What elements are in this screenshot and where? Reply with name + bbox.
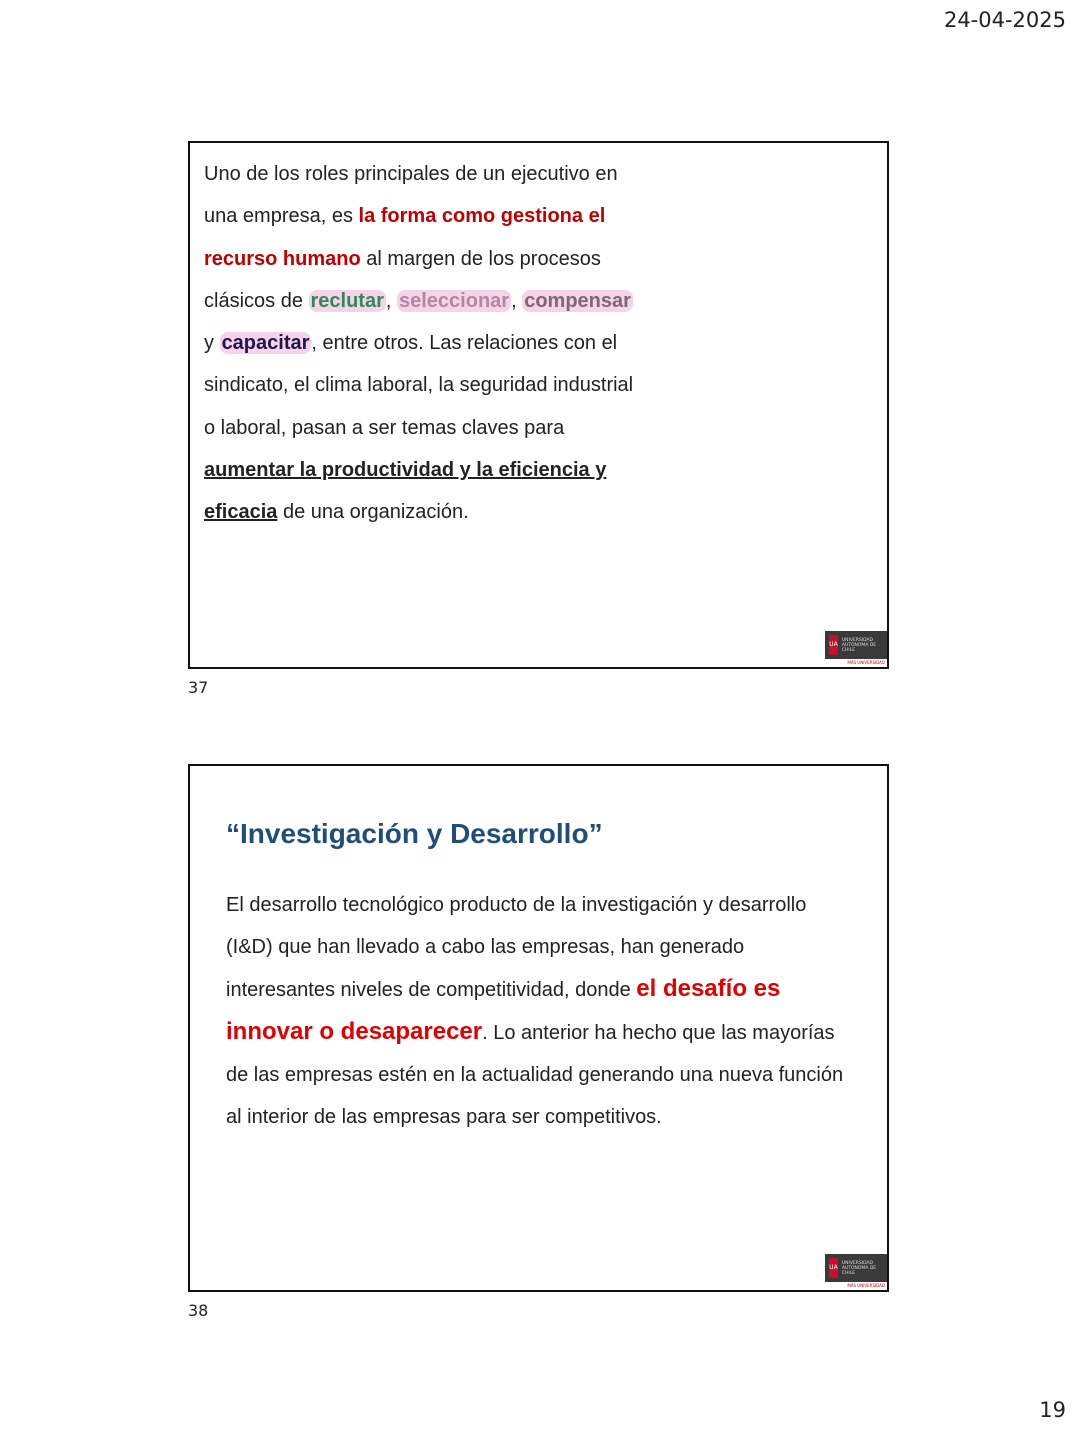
- highlight-reclutar: reclutar: [310, 289, 384, 312]
- highlight-text: el desafío es innovar o desaparecer: [226, 975, 781, 1045]
- shield-icon: UA: [829, 635, 838, 655]
- text: . Lo anterior ha hecho que las mayorías de las empresas estén en la actualidad generando una nueva función al interior de las empresas para ser competitivos.: [226, 1022, 844, 1128]
- slide-37: [188, 141, 889, 669]
- logo-name: UNIVERSIDAD AUTÓNOMA DE CHILE: [841, 1260, 877, 1276]
- slide-38: [188, 764, 889, 1292]
- highlight-text: la forma como gestiona el recurso humano: [204, 205, 606, 270]
- text: Uno de los roles principales de un ejecutivo en una empresa, es: [204, 163, 618, 228]
- text: ,: [511, 289, 523, 312]
- text: , entre otros. Las relaciones con el sindicato, el clima laboral, la seguridad industrial o laboral, pasan a ser temas claves para: [204, 332, 634, 439]
- shield-icon: UA: [829, 1258, 838, 1278]
- date: 24-04-2025: [943, 8, 1066, 32]
- text: El desarrollo tecnológico producto de la investigación y desarrollo (I&D) que han llevado a cabo las empresas, han generado interesantes niveles de competitividad, donde: [226, 894, 807, 1001]
- text: y: [204, 332, 220, 355]
- slide-body: [204, 153, 644, 534]
- text: de una organización.: [277, 501, 469, 524]
- text: ,: [385, 289, 397, 312]
- page-number: 19: [1039, 1398, 1066, 1422]
- university-logo: [825, 631, 887, 667]
- highlight-capacitar: capacitar: [221, 332, 310, 355]
- university-logo: [825, 1254, 887, 1290]
- logo-name: UNIVERSIDAD AUTÓNOMA DE CHILE: [841, 637, 877, 653]
- slide-body: [226, 884, 846, 1138]
- underlined-text: aumentar la productividad y la eficiencia y eficacia: [204, 459, 607, 524]
- slide-title: “Investigación y Desarrollo”: [226, 818, 603, 849]
- text: al margen de los procesos clásicos de: [204, 247, 601, 312]
- logo-tagline: MÁS UNIVERSIDAD: [825, 659, 887, 667]
- slide-number: 37: [188, 678, 209, 697]
- highlight-compensar: compensar: [524, 289, 631, 312]
- slide-number: 38: [188, 1301, 209, 1320]
- logo-tagline: MÁS UNIVERSIDAD: [825, 1282, 887, 1290]
- highlight-seleccionar: seleccionar: [399, 289, 510, 312]
